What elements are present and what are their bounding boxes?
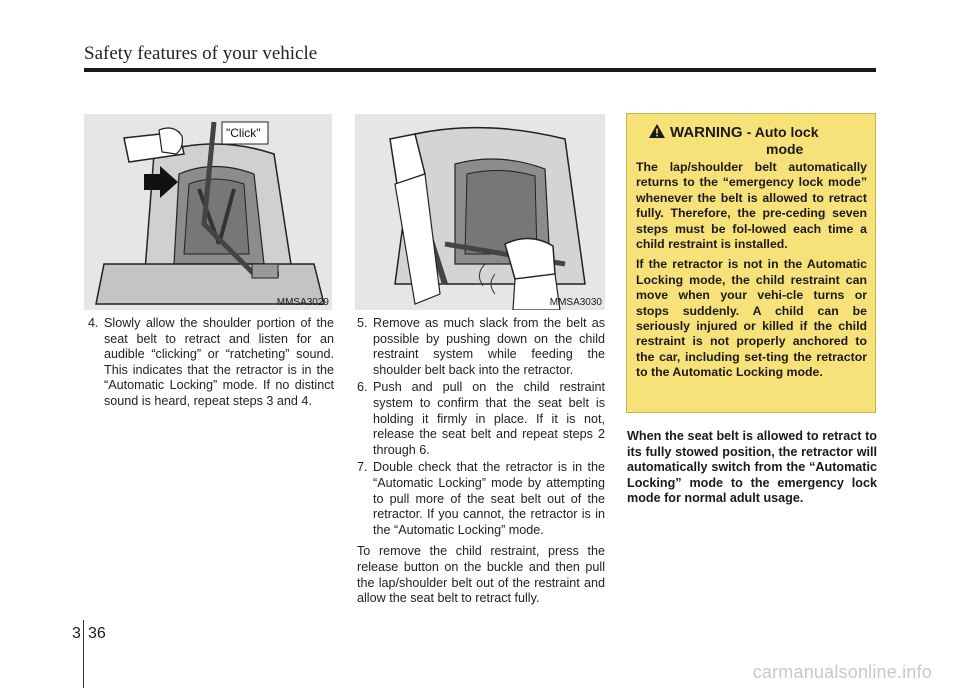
child-seat-click-illustration	[84, 114, 332, 310]
step-6	[357, 380, 605, 458]
step-7	[357, 460, 605, 538]
footer-divider	[83, 620, 84, 688]
header-title: Safety features of your vehicle	[84, 43, 318, 64]
figure-mmsa3030	[355, 114, 605, 310]
step-number: 7.	[357, 460, 368, 475]
warning-subtitle: - Auto lock	[746, 124, 819, 140]
step-4	[88, 316, 334, 410]
step-text: Double check that the retractor is in the “Automatic Locking” mode by attempting to pull more of the seat belt out of the retractor. If you cannot, the retractor is in the “Automatic Locking” mode.	[373, 460, 605, 537]
step-number: 5.	[357, 316, 368, 330]
left-column	[88, 316, 334, 412]
auto-stow-paragraph: When the seat belt is allowed to retract to its fully stowed position, the retractor will automatically switch from the “Automatic Locking” mode to the emergency lock mode for normal adult usage.	[627, 429, 877, 506]
warning-triangle-icon	[649, 124, 665, 138]
child-seat-press-illustration	[355, 114, 605, 310]
step-number: 4.	[88, 316, 99, 330]
figure-code: MMSA3029	[276, 297, 329, 308]
step-text: Slowly allow the shoulder portion of the seat belt to retract and listen for an audible “clicking” or “ratcheting” sound. This indicates that the retractor is in the “Automatic Locking” mode. If no distinct sound is heard, repeat steps 3 and 4.	[104, 316, 334, 408]
section-number: 3	[72, 625, 81, 642]
step-text: Push and pull on the child restraint system to confirm that the seat belt is holding it firmly in place. If it is not, release the seat belt and repeat steps 2 through 6.	[373, 380, 605, 457]
warning-label: WARNING	[670, 124, 743, 141]
header-rule	[84, 68, 876, 72]
step-text: Remove as much slack from the belt as possible by pushing down on the child restraint system while feeding the shoulder belt back into the retractor.	[373, 316, 605, 377]
figure-code: MMSA3030	[549, 297, 602, 308]
removal-paragraph: To remove the child restraint, press the release button on the buckle and then pull the lap/shoulder belt out of the restraint and allow the seat belt to retract fully.	[357, 544, 605, 606]
click-callout: "Click"	[226, 126, 261, 140]
step-5	[357, 316, 605, 378]
warning-paragraph: If the retractor is not in the Automatic Locking mode, the child restraint can move when your vehi-cle turns or stops suddenly. A child can be seriously injured or killed if the child restraint is not properly anchored to the car, including set-ting the retractor to the Automatic Locking mode.	[636, 257, 867, 380]
warning-box	[626, 113, 876, 413]
warning-header	[636, 124, 867, 160]
page-number: 36	[88, 625, 106, 642]
warning-paragraph: The lap/shoulder belt automatically returns to the “emergency lock mode” whenever the belt is allowed to retract fully. Therefore, the pre-ceding seven steps must be fol-lowed each time a child restraint is installed.	[636, 160, 867, 252]
warning-title	[670, 124, 818, 141]
watermark: carmanualsonline.info	[752, 662, 932, 682]
step-number: 6.	[357, 380, 368, 395]
warning-subtitle-2: mode	[766, 141, 804, 157]
figure-mmsa3029	[84, 114, 332, 310]
middle-column	[357, 316, 605, 607]
warning-body	[636, 160, 867, 381]
